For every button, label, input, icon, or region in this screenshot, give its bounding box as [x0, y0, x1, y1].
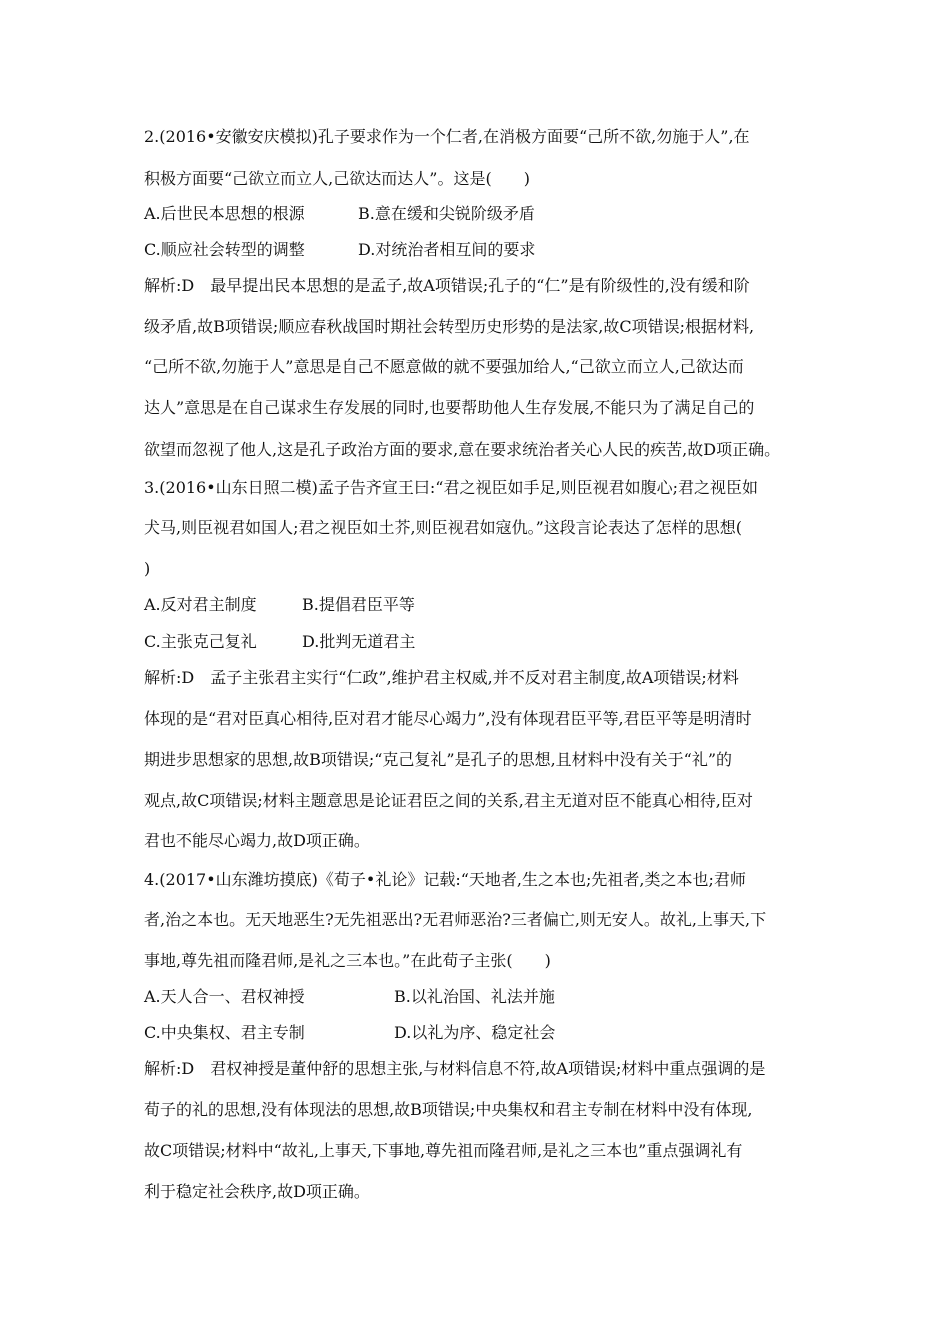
- question-3-stem-line-2: 犬马,则臣视君如国人;君之视臣如土芥,则臣视君如寇仇。”这段言论表达了怎样的思想(: [144, 518, 742, 537]
- question-3-analysis-line-4: 观点,故C项错误;材料主题意思是论证君臣之间的关系,君主无道对臣不能真心相待,臣对: [144, 791, 753, 810]
- question-2-analysis-line-2: 级矛盾,故B项错误;顺应春秋战国时期社会转型历史形势的是法家,故C项错误;根据材料,: [144, 317, 755, 336]
- question-2-analysis-line-5: 欲望而忽视了他人,这是孔子政治方面的要求,意在要求统治者关心人民的疾苦,故D项正确。: [144, 440, 781, 459]
- question-4-analysis-line-1: 解析:D 君权神授是董仲舒的思想主张,与材料信息不符,故A项错误;材料中重点强调的是: [144, 1059, 766, 1078]
- question-3-stem-line-1: 3.(2016•山东日照二模)孟子告齐宣王曰:“君之视臣如手足,则臣视君如腹心;君之视臣如: [144, 478, 758, 497]
- question-3-option-d: D.批判无道君主: [302, 632, 416, 651]
- question-3-stem-line-3: ): [144, 559, 151, 578]
- question-4-option-a: A.天人合一、君权神授: [144, 987, 305, 1006]
- question-4-stem-line-1: 4.(2017•山东潍坊摸底)《荀子•礼论》记载:“天地者,生之本也;先祖者,类之本也;君师: [144, 870, 746, 889]
- question-2-option-c: C.顺应社会转型的调整: [144, 240, 305, 259]
- question-4-option-d: D.以礼为序、稳定社会: [394, 1023, 556, 1042]
- question-2-option-b: B.意在缓和尖锐阶级矛盾: [358, 204, 535, 223]
- question-2-analysis-line-4: 达人”意思是在自己谋求生存发展的同时,也要帮助他人生存发展,不能只为了满足自己的: [144, 398, 755, 417]
- question-4-stem-line-3: 事地,尊先祖而隆君师,是礼之三本也。”在此荀子主张( ): [144, 951, 551, 970]
- question-3-analysis-line-3: 期进步思想家的思想,故B项错误;“克己复礼”是孔子的思想,且材料中没有关于“礼”的: [144, 750, 733, 769]
- question-3-analysis-line-2: 体现的是“君对臣真心相待,臣对君才能尽心竭力”,没有体现君臣平等,君臣平等是明清时: [144, 709, 752, 728]
- question-3-option-b: B.提倡君臣平等: [302, 595, 415, 614]
- question-2-stem-line-2: 积极方面要“己欲立而立人,己欲达而达人”。这是( ): [144, 169, 530, 188]
- question-2-analysis-line-1: 解析:D 最早提出民本思想的是孟子,故A项错误;孔子的“仁”是有阶级性的,没有缓和阶: [144, 276, 750, 295]
- question-4-analysis-line-2: 荀子的礼的思想,没有体现法的思想,故B项错误;中央集权和君主专制在材料中没有体现,: [144, 1100, 753, 1119]
- question-4-analysis-line-4: 利于稳定社会秩序,故D项正确。: [144, 1182, 370, 1201]
- question-4-stem-line-2: 者,治之本也。无天地恶生?无先祖恶出?无君师恶治?三者偏亡,则无安人。故礼,上事天,下: [144, 910, 767, 929]
- question-3-option-a: A.反对君主制度: [144, 595, 257, 614]
- question-4-analysis-line-3: 故C项错误;材料中“故礼,上事天,下事地,尊先祖而隆君师,是礼之三本也”重点强调礼有: [144, 1141, 743, 1160]
- question-3-analysis-line-1: 解析:D 孟子主张君主实行“仁政”,维护君主权威,并不反对君主制度,故A项错误;材料: [144, 668, 739, 687]
- question-2-option-d: D.对统治者相互间的要求: [358, 240, 536, 259]
- question-4-option-b: B.以礼治国、礼法并施: [394, 987, 555, 1006]
- question-2-option-a: A.后世民本思想的根源: [144, 204, 305, 223]
- question-3-analysis-line-5: 君也不能尽心竭力,故D项正确。: [144, 831, 370, 850]
- question-2-analysis-line-3: “己所不欲,勿施于人”意思是自己不愿意做的就不要强加给人,“己欲立而立人,己欲达而: [144, 357, 744, 376]
- question-4-option-c: C.中央集权、君主专制: [144, 1023, 305, 1042]
- question-3-option-c: C.主张克己复礼: [144, 632, 257, 651]
- question-2-stem-line-1: 2.(2016•安徽安庆模拟)孔子要求作为一个仁者,在消极方面要“己所不欲,勿施于人”,在: [144, 127, 750, 146]
